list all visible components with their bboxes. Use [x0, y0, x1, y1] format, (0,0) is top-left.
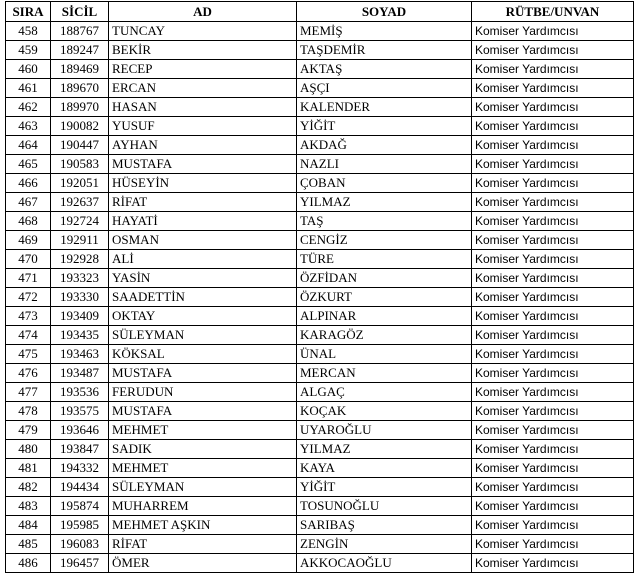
cell-sira: 464 — [6, 136, 51, 155]
table-row — [6, 136, 634, 155]
cell-sicil: 189247 — [51, 41, 109, 60]
cell-sira: 476 — [6, 364, 51, 383]
cell-soyad: SARIBAŞ — [297, 516, 472, 535]
table-row — [6, 364, 634, 383]
cell-sira: 472 — [6, 288, 51, 307]
cell-rutbe-unvan: Komiser Yardımcısı — [472, 326, 634, 345]
cell-sicil: 194332 — [51, 459, 109, 478]
cell-soyad: ÇOBAN — [297, 174, 472, 193]
cell-soyad: YILMAZ — [297, 440, 472, 459]
table-row — [6, 554, 634, 573]
cell-rutbe-unvan: Komiser Yardımcısı — [472, 364, 634, 383]
cell-soyad: AKKOCAOĞLU — [297, 554, 472, 573]
cell-ad: SADIK — [109, 440, 297, 459]
cell-sicil: 193575 — [51, 402, 109, 421]
cell-sicil: 193536 — [51, 383, 109, 402]
cell-sira: 473 — [6, 307, 51, 326]
cell-rutbe-unvan: Komiser Yardımcısı — [472, 288, 634, 307]
cell-soyad: YİĞİT — [297, 117, 472, 136]
table-row — [6, 41, 634, 60]
cell-sira: 483 — [6, 497, 51, 516]
cell-sicil: 196083 — [51, 535, 109, 554]
cell-rutbe-unvan: Komiser Yardımcısı — [472, 459, 634, 478]
cell-ad: HASAN — [109, 98, 297, 117]
table-row — [6, 174, 634, 193]
cell-ad: TUNCAY — [109, 22, 297, 41]
table-row — [6, 459, 634, 478]
table-row — [6, 421, 634, 440]
cell-sira: 470 — [6, 250, 51, 269]
cell-rutbe-unvan: Komiser Yardımcısı — [472, 22, 634, 41]
cell-sira: 486 — [6, 554, 51, 573]
cell-ad: AYHAN — [109, 136, 297, 155]
cell-ad: RİFAT — [109, 535, 297, 554]
cell-sicil: 192051 — [51, 174, 109, 193]
cell-sira: 468 — [6, 212, 51, 231]
cell-sicil: 190447 — [51, 136, 109, 155]
cell-sira: 459 — [6, 41, 51, 60]
table-row — [6, 79, 634, 98]
cell-ad: MEHMET — [109, 459, 297, 478]
cell-rutbe-unvan: Komiser Yardımcısı — [472, 79, 634, 98]
header-rutbe-unvan: RÜTBE/UNVAN — [472, 2, 634, 22]
table-body — [6, 22, 634, 573]
cell-soyad: AŞÇI — [297, 79, 472, 98]
cell-ad: OSMAN — [109, 231, 297, 250]
cell-sicil: 195985 — [51, 516, 109, 535]
cell-rutbe-unvan: Komiser Yardımcısı — [472, 421, 634, 440]
cell-sicil: 193646 — [51, 421, 109, 440]
cell-soyad: MEMİŞ — [297, 22, 472, 41]
cell-soyad: KAYA — [297, 459, 472, 478]
cell-soyad: ALGAÇ — [297, 383, 472, 402]
header-sicil: SİCİL — [51, 2, 109, 22]
cell-ad: OKTAY — [109, 307, 297, 326]
cell-soyad: ZENGİN — [297, 535, 472, 554]
cell-rutbe-unvan: Komiser Yardımcısı — [472, 402, 634, 421]
cell-sira: 460 — [6, 60, 51, 79]
cell-rutbe-unvan: Komiser Yardımcısı — [472, 250, 634, 269]
cell-rutbe-unvan: Komiser Yardımcısı — [472, 440, 634, 459]
cell-ad: MUSTAFA — [109, 364, 297, 383]
cell-rutbe-unvan: Komiser Yardımcısı — [472, 269, 634, 288]
cell-rutbe-unvan: Komiser Yardımcısı — [472, 155, 634, 174]
cell-sira: 461 — [6, 79, 51, 98]
cell-soyad: TAŞ — [297, 212, 472, 231]
cell-sicil: 193435 — [51, 326, 109, 345]
cell-sicil: 189469 — [51, 60, 109, 79]
cell-sira: 463 — [6, 117, 51, 136]
cell-sicil: 192724 — [51, 212, 109, 231]
cell-soyad: YILMAZ — [297, 193, 472, 212]
cell-sira: 466 — [6, 174, 51, 193]
cell-sira: 481 — [6, 459, 51, 478]
cell-ad: SÜLEYMAN — [109, 326, 297, 345]
cell-ad: SÜLEYMAN — [109, 478, 297, 497]
cell-rutbe-unvan: Komiser Yardımcısı — [472, 497, 634, 516]
cell-ad: MEHMET AŞKIN — [109, 516, 297, 535]
cell-sira: 478 — [6, 402, 51, 421]
table-row — [6, 250, 634, 269]
cell-sicil: 192911 — [51, 231, 109, 250]
table-row — [6, 497, 634, 516]
cell-sira: 458 — [6, 22, 51, 41]
table-row — [6, 269, 634, 288]
cell-rutbe-unvan: Komiser Yardımcısı — [472, 554, 634, 573]
cell-ad: RİFAT — [109, 193, 297, 212]
cell-ad: YASİN — [109, 269, 297, 288]
cell-soyad: ALPINAR — [297, 307, 472, 326]
cell-sira: 467 — [6, 193, 51, 212]
cell-sira: 484 — [6, 516, 51, 535]
table-row — [6, 193, 634, 212]
cell-sira: 475 — [6, 345, 51, 364]
table-row — [6, 117, 634, 136]
cell-soyad: KARAGÖZ — [297, 326, 472, 345]
cell-ad: MUSTAFA — [109, 402, 297, 421]
cell-rutbe-unvan: Komiser Yardımcısı — [472, 516, 634, 535]
cell-ad: HÜSEYİN — [109, 174, 297, 193]
cell-sicil: 193409 — [51, 307, 109, 326]
cell-ad: MEHMET — [109, 421, 297, 440]
cell-ad: MUHARREM — [109, 497, 297, 516]
cell-rutbe-unvan: Komiser Yardımcısı — [472, 193, 634, 212]
table-row — [6, 402, 634, 421]
cell-rutbe-unvan: Komiser Yardımcısı — [472, 60, 634, 79]
table-row — [6, 535, 634, 554]
table-row — [6, 22, 634, 41]
cell-sicil: 193330 — [51, 288, 109, 307]
cell-ad: YUSUF — [109, 117, 297, 136]
cell-soyad: ÖZFİDAN — [297, 269, 472, 288]
table-row — [6, 212, 634, 231]
cell-sicil: 195874 — [51, 497, 109, 516]
header-sira: SIRA — [6, 2, 51, 22]
cell-sira: 479 — [6, 421, 51, 440]
cell-ad: ALİ — [109, 250, 297, 269]
cell-soyad: YİĞİT — [297, 478, 472, 497]
cell-sicil: 192637 — [51, 193, 109, 212]
table-row — [6, 60, 634, 79]
cell-sicil: 190082 — [51, 117, 109, 136]
cell-soyad: KALENDER — [297, 98, 472, 117]
cell-ad: FERUDUN — [109, 383, 297, 402]
header-ad: AD — [109, 2, 297, 22]
table-row — [6, 155, 634, 174]
table-row — [6, 326, 634, 345]
personnel-table — [5, 1, 634, 573]
table-row — [6, 478, 634, 497]
cell-soyad: ÖZKURT — [297, 288, 472, 307]
cell-ad: KÖKSAL — [109, 345, 297, 364]
table-row — [6, 307, 634, 326]
cell-rutbe-unvan: Komiser Yardımcısı — [472, 478, 634, 497]
cell-soyad: MERCAN — [297, 364, 472, 383]
cell-soyad: TÜRE — [297, 250, 472, 269]
cell-sira: 469 — [6, 231, 51, 250]
cell-rutbe-unvan: Komiser Yardımcısı — [472, 117, 634, 136]
table-row — [6, 383, 634, 402]
cell-ad: ERCAN — [109, 79, 297, 98]
cell-soyad: NAZLI — [297, 155, 472, 174]
table-row — [6, 231, 634, 250]
cell-rutbe-unvan: Komiser Yardımcısı — [472, 41, 634, 60]
cell-rutbe-unvan: Komiser Yardımcısı — [472, 174, 634, 193]
cell-rutbe-unvan: Komiser Yardımcısı — [472, 383, 634, 402]
table-row — [6, 288, 634, 307]
cell-rutbe-unvan: Komiser Yardımcısı — [472, 345, 634, 364]
cell-sicil: 193847 — [51, 440, 109, 459]
cell-soyad: AKTAŞ — [297, 60, 472, 79]
cell-sicil: 194434 — [51, 478, 109, 497]
cell-rutbe-unvan: Komiser Yardımcısı — [472, 307, 634, 326]
table-row — [6, 98, 634, 117]
cell-ad: SAADETTİN — [109, 288, 297, 307]
cell-rutbe-unvan: Komiser Yardımcısı — [472, 136, 634, 155]
cell-soyad: UYAROĞLU — [297, 421, 472, 440]
cell-soyad: TOSUNOĞLU — [297, 497, 472, 516]
cell-rutbe-unvan: Komiser Yardımcısı — [472, 212, 634, 231]
cell-soyad: TAŞDEMİR — [297, 41, 472, 60]
cell-soyad: ÜNAL — [297, 345, 472, 364]
cell-ad: HAYATİ — [109, 212, 297, 231]
cell-soyad: AKDAĞ — [297, 136, 472, 155]
cell-ad: RECEP — [109, 60, 297, 79]
cell-sira: 465 — [6, 155, 51, 174]
header-soyad: SOYAD — [297, 2, 472, 22]
cell-ad: BEKİR — [109, 41, 297, 60]
cell-sicil: 193323 — [51, 269, 109, 288]
cell-sira: 477 — [6, 383, 51, 402]
cell-sira: 482 — [6, 478, 51, 497]
table-row — [6, 440, 634, 459]
cell-soyad: CENGİZ — [297, 231, 472, 250]
cell-rutbe-unvan: Komiser Yardımcısı — [472, 535, 634, 554]
cell-sicil: 193463 — [51, 345, 109, 364]
cell-rutbe-unvan: Komiser Yardımcısı — [472, 231, 634, 250]
cell-sira: 474 — [6, 326, 51, 345]
cell-sira: 462 — [6, 98, 51, 117]
cell-sicil: 190583 — [51, 155, 109, 174]
cell-soyad: KOÇAK — [297, 402, 472, 421]
cell-sira: 480 — [6, 440, 51, 459]
header-row — [6, 2, 634, 22]
cell-sicil: 188767 — [51, 22, 109, 41]
cell-sicil: 193487 — [51, 364, 109, 383]
cell-sicil: 192928 — [51, 250, 109, 269]
cell-sira: 471 — [6, 269, 51, 288]
cell-sicil: 196457 — [51, 554, 109, 573]
table-row — [6, 516, 634, 535]
cell-sicil: 189670 — [51, 79, 109, 98]
table-row — [6, 345, 634, 364]
cell-sira: 485 — [6, 535, 51, 554]
cell-ad: ÖMER — [109, 554, 297, 573]
cell-sicil: 189970 — [51, 98, 109, 117]
cell-rutbe-unvan: Komiser Yardımcısı — [472, 98, 634, 117]
cell-ad: MUSTAFA — [109, 155, 297, 174]
